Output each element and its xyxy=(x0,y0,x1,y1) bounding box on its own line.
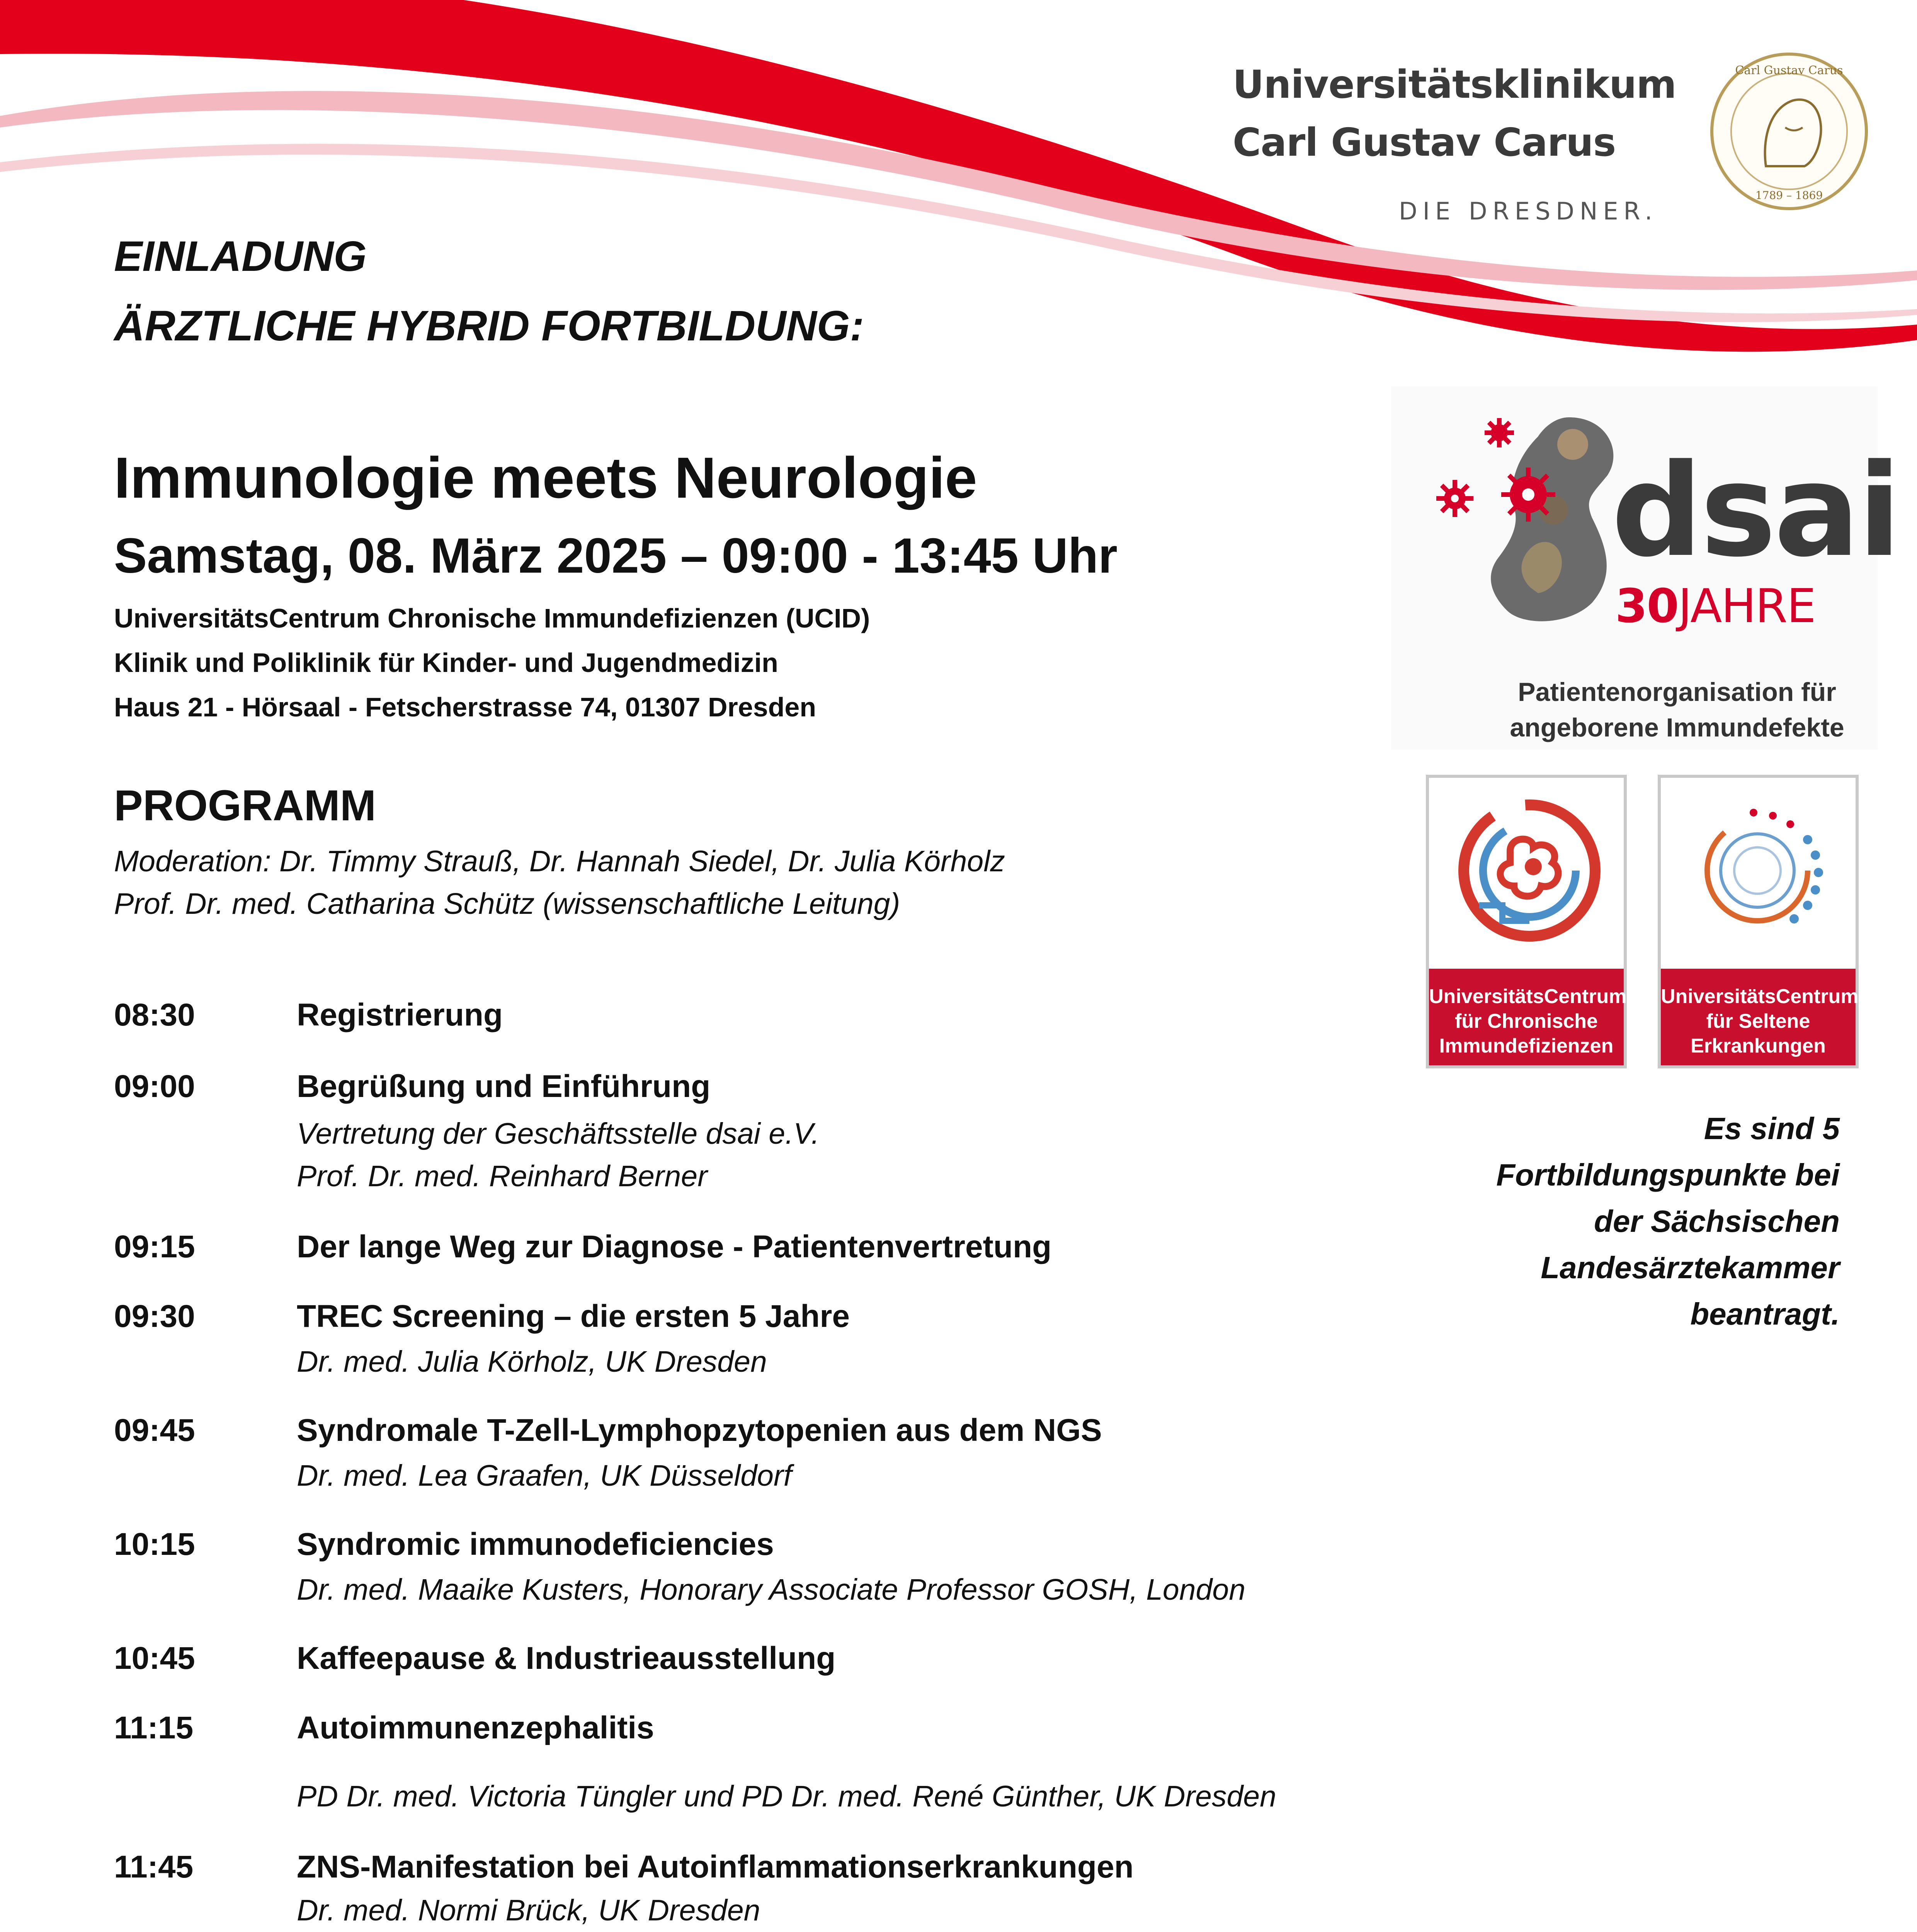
address-line-3: Haus 21 - Hörsaal - Fetscherstrasse 74, 01307 Dresden xyxy=(114,692,816,722)
item-speaker: Dr. med. Julia Körholz, UK Dresden xyxy=(297,1345,767,1378)
cme-note-line3: der Sächsischen xyxy=(1594,1204,1840,1238)
item-time: 11:15 xyxy=(114,1710,194,1745)
institution-tagline: DIE DRESDNER. xyxy=(1399,197,1658,225)
cme-note-line4: Landesärztekammer xyxy=(1541,1250,1840,1285)
dsai-subtitle-line1: Patientenorganisation für xyxy=(1518,677,1836,707)
dsai-anniversary-number: 30 xyxy=(1615,580,1678,633)
ucid-label xyxy=(1429,969,1627,1065)
ucid-label-line1: UniversitätsCentrum xyxy=(1429,985,1627,1008)
ucse-label-line3: Erkrankungen xyxy=(1691,1035,1826,1057)
item-speaker: PD Dr. med. Victoria Tüngler und PD Dr. med. René Günther, UK Dresden xyxy=(297,1780,1276,1813)
item-title: Autoimmunenzephalitis xyxy=(297,1710,654,1745)
seal-top-text: Carl Gustav Carus xyxy=(1735,64,1843,77)
item-speaker: Prof. Dr. med. Reinhard Berner xyxy=(297,1160,708,1193)
dsai-anniversary-word: JAHRE xyxy=(1678,580,1815,633)
item-time: 11:45 xyxy=(114,1849,194,1884)
institution-name-line1: Universitätsklinikum xyxy=(1233,62,1676,107)
dsai-subtitle-line2: angeborene Immundefekte xyxy=(1510,713,1844,742)
invitation-line2: ÄRZTLICHE HYBRID FORTBILDUNG: xyxy=(114,302,864,350)
dsai-subtitle xyxy=(1495,674,1859,745)
item-time: 09:30 xyxy=(114,1299,195,1334)
item-speaker: Dr. med. Maaike Kusters, Honorary Associate Professor GOSH, London xyxy=(297,1573,1246,1606)
item-title: Der lange Weg zur Diagnose - Patientenvertretung xyxy=(297,1229,1052,1264)
item-time: 10:15 xyxy=(114,1527,195,1562)
item-time: 08:30 xyxy=(114,997,195,1032)
item-title: ZNS-Manifestation bei Autoinflammationserkrankungen xyxy=(297,1849,1134,1884)
ucse-emblem-icon xyxy=(1676,793,1846,956)
item-title: Kaffeepause & Industrieausstellung xyxy=(297,1641,836,1676)
item-speaker: Dr. med. Normi Brück, UK Dresden xyxy=(297,1894,760,1927)
event-datetime: Samstag, 08. März 2025 – 09:00 - 13:45 Uhr xyxy=(114,528,1118,583)
item-title: Registrierung xyxy=(297,997,503,1032)
moderation-line-1: Moderation: Dr. Timmy Strauß, Dr. Hannah Siedel, Dr. Julia Körholz xyxy=(114,845,1005,878)
item-title: Syndromic immunodeficiencies xyxy=(297,1527,774,1562)
ucid-logo xyxy=(1426,775,1627,1068)
item-title: Begrüßung und Einführung xyxy=(297,1069,711,1104)
cme-note-line2: Fortbildungspunkte bei xyxy=(1496,1158,1840,1192)
item-title: Syndromale T-Zell-Lymphopzytopenien aus dem NGS xyxy=(297,1413,1102,1448)
institution-name-line2: Carl Gustav Carus xyxy=(1233,120,1616,165)
item-time: 09:45 xyxy=(114,1413,195,1448)
program-heading: PROGRAMM xyxy=(114,781,376,830)
cme-note-line1: Es sind 5 xyxy=(1704,1111,1840,1146)
moderation-line-2: Prof. Dr. med. Catharina Schütz (wissenschaftliche Leitung) xyxy=(114,887,900,920)
ucid-label-line2: für Chronische xyxy=(1455,1010,1598,1032)
dsai-anniversary xyxy=(1615,580,1815,633)
cme-note-line5: beantragt. xyxy=(1690,1297,1840,1331)
carus-seal-icon xyxy=(1708,50,1870,213)
ucse-logo xyxy=(1658,775,1859,1068)
ucid-emblem-icon xyxy=(1444,793,1614,956)
dsai-figure-icon xyxy=(1391,394,1638,634)
event-title: Immunologie meets Neurologie xyxy=(114,445,977,510)
ucid-label-line3: Immundefizienzen xyxy=(1439,1035,1614,1057)
ucse-label-line2: für Seltene xyxy=(1706,1010,1810,1032)
item-title: TREC Screening – die ersten 5 Jahre xyxy=(297,1299,850,1334)
item-time: 09:15 xyxy=(114,1229,195,1264)
item-speaker: Vertretung der Geschäftsstelle dsai e.V. xyxy=(297,1117,820,1150)
item-time: 09:00 xyxy=(114,1069,195,1104)
address-line-1: UniversitätsCentrum Chronische Immundefizienzen (UCID) xyxy=(114,603,870,633)
item-speaker: Dr. med. Lea Graafen, UK Düsseldorf xyxy=(297,1459,792,1492)
ucse-label xyxy=(1661,969,1859,1065)
item-time: 10:45 xyxy=(114,1641,195,1676)
dsai-wordmark: dsai xyxy=(1611,437,1899,585)
address-line-2: Klinik und Poliklinik für Kinder- und Jugendmedizin xyxy=(114,648,778,678)
invitation-line1: EINLADUNG xyxy=(114,233,367,280)
ucse-label-line1: UniversitätsCentrum xyxy=(1661,985,1859,1008)
seal-years: 1789 – 1869 xyxy=(1755,189,1823,202)
